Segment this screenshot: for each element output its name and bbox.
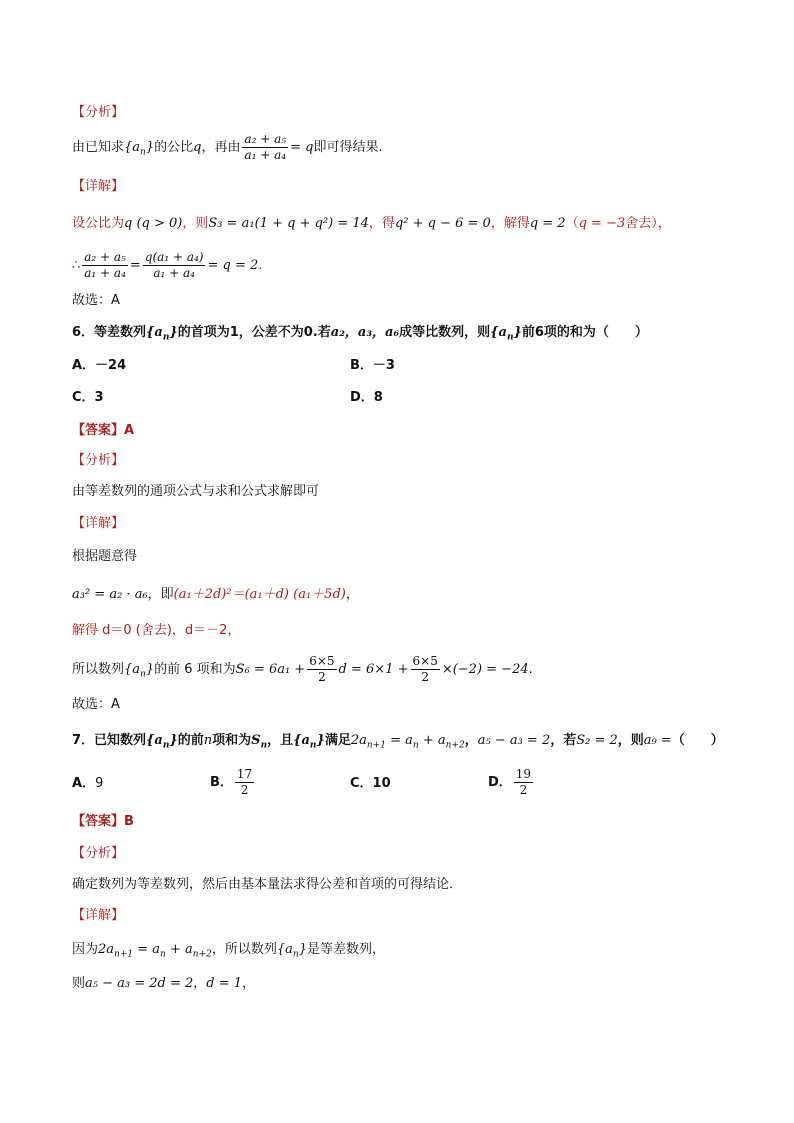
q6-detail-line-1: 根据题意得 xyxy=(72,549,138,564)
q6-option-a: A．－24 xyxy=(72,358,127,373)
q6-answer: 【答案】A xyxy=(72,423,135,438)
q7-answer: 【答案】B xyxy=(72,814,134,829)
q7-option-c: C．10 xyxy=(350,776,391,791)
q6-choice-conclusion: 故选：A xyxy=(72,697,120,712)
q6-detail-line-4: 所以数列$\{a_n\}$的前 6 项和为S₆ = 6a₁ + $\frac{6\times 5}{2}$ d = 6×1 + $\frac{6\times 5}{2}$ ×(−2) = −24. xyxy=(72,654,533,684)
q6-option-c: C．3 xyxy=(72,390,104,405)
q6-analysis-text: 由等差数列的通项公式与求和公式求解即可 xyxy=(72,484,320,499)
q7-analysis-heading: 【分析】 xyxy=(72,846,125,861)
q6-analysis-heading: 【分析】 xyxy=(72,453,125,468)
detail-line-2: ∴ $\frac{\text{a₂ + a₅}}{\text{a₁ + a₄}}$ = $\frac{\text{q(a₁ + a₄)}}{\text{a₁ + a₄}}$ = q = 2. xyxy=(72,250,263,280)
q7-option-b: B． $\frac{17}{2}$ xyxy=(210,767,253,797)
q7-detail-line-2: 则a₅ − a₃ = 2d = 2，d = 1， xyxy=(72,976,256,991)
detail-heading: 【详解】 xyxy=(72,179,125,194)
q7-detail-heading: 【详解】 xyxy=(72,908,125,923)
q7-analysis-text: 确定数列为等差数列，然后由基本量法求得公差和首项的可得结论． xyxy=(72,877,463,892)
choice-conclusion: 故选：A xyxy=(72,293,120,308)
q7-detail-line-1: 因为$2a_{n+1} = a_n + a_{n+2}$，所以数列$\{a_n\}$是等差数列， xyxy=(72,942,385,960)
ratio-fraction: $\frac{\text{a₂ + a₅}}{\text{a₁ + a₄}}$ xyxy=(244,132,287,162)
q7-option-a: A．9 xyxy=(72,776,104,791)
q7-stem: 7．已知数列$\{a_n\}$的前n项和为$S_n$，且$\{a_n\}$满足$2a_{n+1} = a_n + a_{n+2}$，a₅ − a₃ = 2，若S₂ = 2，则a₉ =（ ） xyxy=(72,733,724,751)
q6-detail-line-3: 解得 d＝0 (舍去)，d＝－2， xyxy=(72,623,241,638)
analysis-heading: 【分析】 xyxy=(72,105,125,120)
q6-detail-line-2: a₃² = a₂ · a₆，即(a₁＋2d)²＝(a₁＋d) (a₁＋5d)， xyxy=(72,587,359,602)
q7-option-d: D． $\frac{19}{2}$ xyxy=(488,767,532,797)
q6-option-d: D．8 xyxy=(350,390,383,405)
q6-option-b: B．－3 xyxy=(350,358,395,373)
detail-line-1: 设公比为q (q > 0)，则S₃ = a₁(1 + q + q²) = 14，得q² + q − 6 = 0，解得q = 2（q = −3舍去）， xyxy=(72,216,671,231)
analysis-text: 由已知求$\{a_n\}$的公比q，再由 $\frac{\text{a₂ + a₅}}{\text{a₁ + a₄}}$ = q即可得结果. xyxy=(72,132,383,162)
q6-stem: 6．等差数列$\{a_n\}$的首项为1，公差不为0.若a₂，a₃，a₆成等比数列，则$\{a_n\}$前6项的和为（ ） xyxy=(72,325,648,343)
q6-detail-heading: 【详解】 xyxy=(72,516,125,531)
